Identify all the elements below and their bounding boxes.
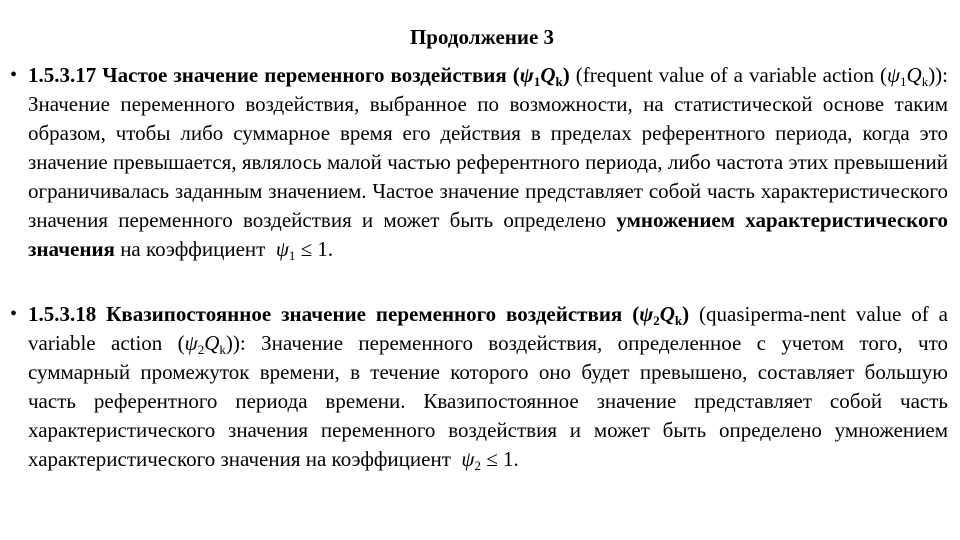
- term-symbol: $(\psi_1Q_k)$: [512, 63, 570, 89]
- coefficient: $\psi_2 \le 1$.: [461, 447, 519, 473]
- page-title: Продолжение 3: [409, 25, 555, 49]
- bullet: •: [10, 64, 18, 86]
- item-term: Квазипостоянное значение переменного воздействия: [106, 302, 623, 326]
- definition-item-2: [10, 300, 948, 474]
- definition-text: Значение переменного воздействия, выбранное по возможности, на статистической основе таким образом, чтобы либо суммарное время его действия в пределах референтного периода, когда это значение превышается, являлось малой частью референтного периода, либо частота этих превышений ограничивалась заданным значением. Частое значение представляет собой часть характеристического значения переменного воздействия и может быть определено: [28, 92, 948, 232]
- item-term: Частое значение переменного воздействия: [102, 63, 507, 87]
- definition-emphasis: умножением характеристического значения: [28, 208, 948, 261]
- english-term: (frequent value of a variable action $(\psi_1Q_k)$):: [575, 63, 949, 89]
- term-symbol: $(\psi_2Q_k)$: [632, 302, 690, 328]
- item-number: 1.5.3.17: [28, 63, 97, 87]
- item-number: 1.5.3.18: [28, 302, 97, 326]
- coefficient: $\psi_1 \le 1$.: [275, 237, 334, 263]
- english-term: (quasiperma-nent value of a variable action $(\psi_2Q_k)$):: [28, 302, 948, 357]
- definition-item-1: [10, 61, 949, 264]
- definition-tail: на коэффициент: [120, 237, 266, 261]
- bullet: •: [10, 303, 18, 325]
- definition-text: Значение переменного воздействия, определенное с учетом того, что суммарный промежуток времени, в течение которого оно будет превышено, составляет большую часть референтного периода времени. Квазипостоянное значение представляет собой часть характеристического значения переменного воздействия и может быть определено умножением характеристического значения на коэффициент: [28, 331, 948, 471]
